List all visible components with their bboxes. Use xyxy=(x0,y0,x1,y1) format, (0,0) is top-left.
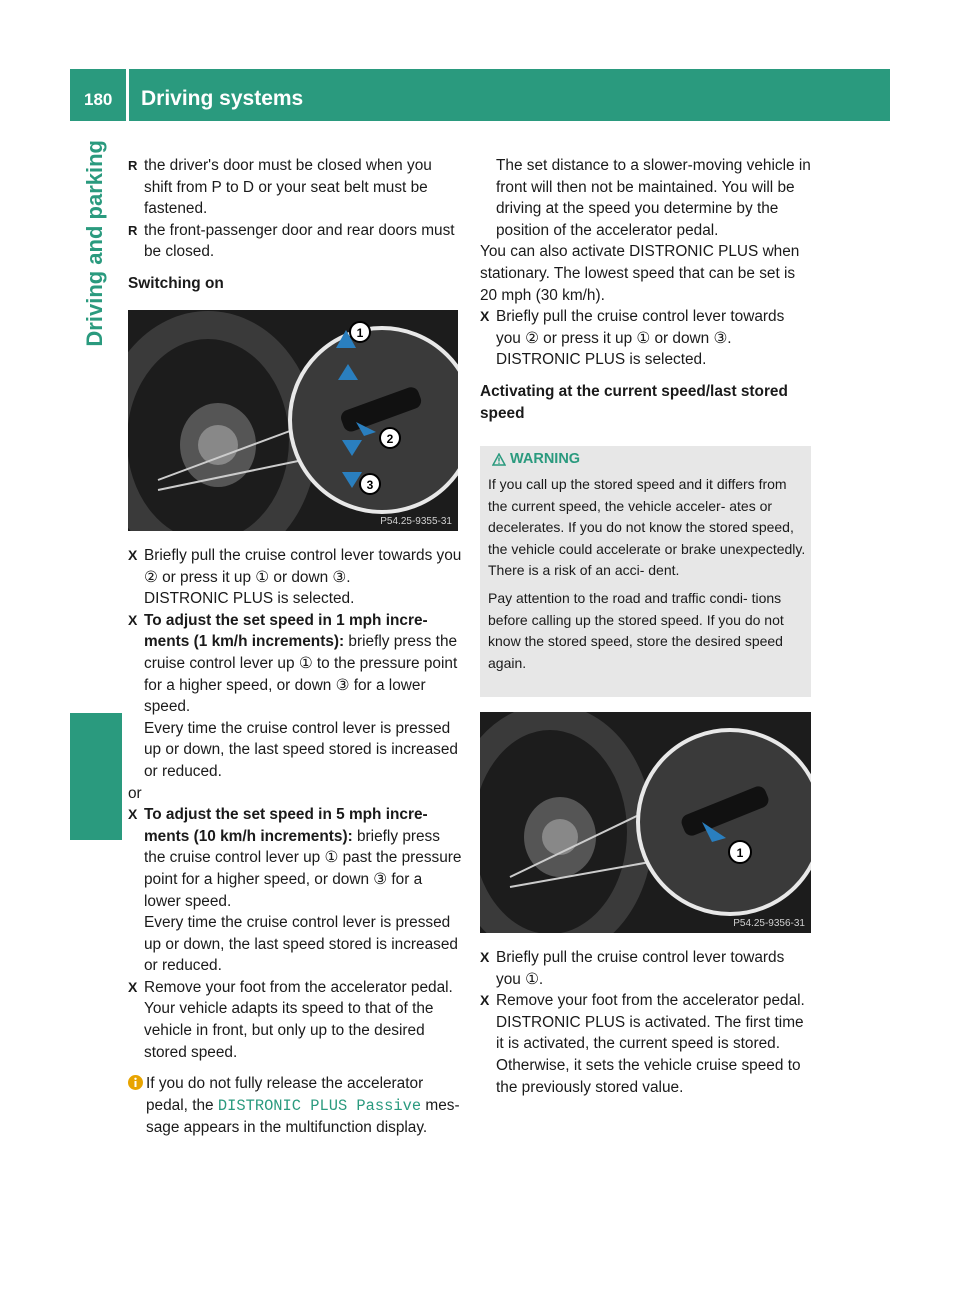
info-note: If you do not fully release the accelerator pedal, the DISTRONIC PLUS Passive mes- sage appears in the multifunction display. xyxy=(128,1073,462,1139)
figure-lever-select xyxy=(128,310,458,531)
step-adjust-5mph: X To adjust the set speed in 5 mph incre- ments (10 km/h increments): briefly press the cruise control lever up ① past the pressure point for a higher speed, or down ③ for a lower speed. Every time the cruise control lever is pressed up or down, the last speed stored is increased or reduced. xyxy=(128,804,462,977)
heading-switching-on: Switching on xyxy=(128,274,224,292)
condition-driver-door: R the driver's door must be closed when you shift from P to D or your seat belt must be fastened. xyxy=(128,155,462,220)
heading-activating: Activating at the current speed/last stored speed xyxy=(480,382,788,422)
display-message: DISTRONIC PLUS Passive xyxy=(217,1096,422,1115)
callout-1-fig2: 1 xyxy=(736,846,744,860)
warning-triangle-icon xyxy=(492,453,506,471)
stationary-note: You can also activate DISTRONIC PLUS when stationary. The lowest speed that can be set is 20 mph (30 km/h). xyxy=(480,243,800,304)
callout-3: 3 xyxy=(366,478,374,492)
or-text: or xyxy=(128,784,142,802)
steering-wheel-illustration xyxy=(128,310,458,531)
section-title: Driving systems xyxy=(141,87,304,110)
side-tab-label: Driving and parking xyxy=(82,140,107,347)
figure-code-2: P54.25-9356-31 xyxy=(733,918,805,929)
right-column xyxy=(480,155,813,424)
callout-1: 1 xyxy=(356,326,364,340)
step-remove-foot-right: X Remove your foot from the accelerator pedal. DISTRONIC PLUS is activated. The first time it is activated, the current speed is stored. Otherwise, it sets the vehicle cruise speed to the previously stored value. xyxy=(480,990,813,1098)
warning-body xyxy=(488,474,806,680)
header-divider xyxy=(126,69,129,121)
warning-box xyxy=(480,446,811,697)
steering-wheel-illustration-2 xyxy=(480,712,811,933)
left-column-steps xyxy=(128,545,462,1139)
step-adjust-1mph: X To adjust the set speed in 1 mph incre- ments (1 km/h increments): briefly press the cruise control lever up ① to the pressure point for a higher speed, or down ③ for a lower speed. Every time the cruise control lever is pressed up or down, the last speed stored is increased or reduced. xyxy=(128,610,462,783)
page-number: 180 xyxy=(84,90,113,109)
figure-code: P54.25-9355-31 xyxy=(380,516,452,527)
info-icon xyxy=(128,1075,143,1097)
step-remove-foot: X Remove your foot from the accelerator pedal. Your vehicle adapts its speed to that of the vehicle in front, but only up to the desired stored speed. xyxy=(128,977,462,1063)
step-select: X Briefly pull the cruise control lever towards you ② or press it up ① or down ③. DISTRONIC PLUS is selected. xyxy=(128,545,462,610)
warning-paragraph-1: If you call up the stored speed and it differs from the current speed, the vehicle acceler- ates or decelerates. If you do not know the stored speed, the vehicle could accelerate or brake unexpectedly. There is a risk of an acci- dent. xyxy=(488,476,806,579)
left-column xyxy=(128,155,462,295)
warning-title: WARNING xyxy=(510,451,581,467)
warning-paragraph-2: Pay attention to the road and traffic condi- tions before calling up the stored speed. If you do not know the stored speed, store the desired speed again. xyxy=(488,589,784,671)
side-tab-block xyxy=(70,713,122,840)
right-column-steps xyxy=(480,947,813,1098)
distance-note: The set distance to a slower-moving vehicle in front will then not be maintained. You will be driving at the speed you determine by the position of the accelerator pedal. xyxy=(496,157,811,239)
step-pull-lever: X Briefly pull the cruise control lever towards you ①. xyxy=(480,947,813,990)
condition-other-doors: R the front-passenger door and rear doors must be closed. xyxy=(128,220,462,263)
step-select-right: X Briefly pull the cruise control lever towards you ② or press it up ① or down ③. DISTRONIC PLUS is selected. xyxy=(480,306,813,371)
callout-2: 2 xyxy=(386,432,394,446)
figure-lever-activate xyxy=(480,712,811,933)
